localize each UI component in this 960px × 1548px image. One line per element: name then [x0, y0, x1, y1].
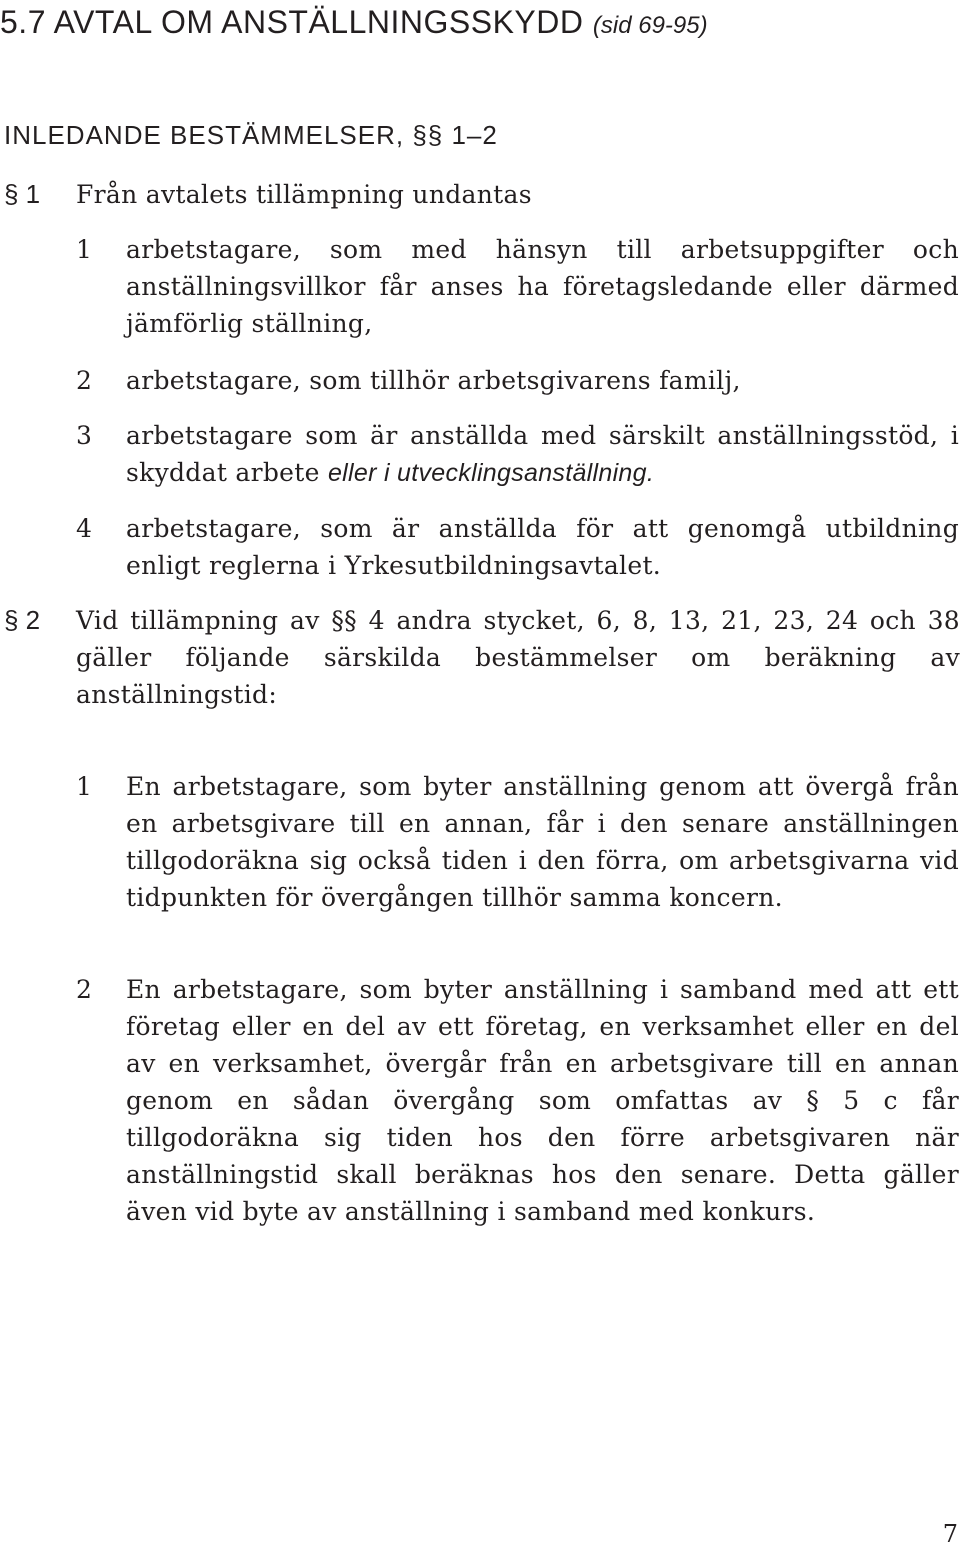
list-item-text: arbetstagare, som tillhör arbetsgivarens familj, [126, 366, 741, 395]
list-item-text: arbetstagare, som med hänsyn till arbetsuppgifter och anställningsvillkor får anses ha företagsledande eller därmed jämförlig ställning, [126, 235, 959, 338]
list-item-text-main: arbetstagare som är anställda med särskilt anställningsstöd, i skyddat arbete [126, 421, 959, 487]
section-title-text: 5.7 AVTAL OM ANSTÄLLNINGSSKYDD [0, 4, 584, 40]
list-item-text: En arbetstagare, som byter anställning i samband med att ett företag eller en del av ett företag, en verksamhet eller en del av en verksamhet, övergår från en arbetsgivare till en annan genom en sådan övergång som omfattas av § 5 c får tillgodoräkna sig tiden hos den förre arbetsgivaren när anställningstid skall beräknas hos den senare. Detta gäller även vid byte av anställning i samband med konkurs. [126, 975, 959, 1226]
page-number: 7 [942, 1520, 958, 1548]
list-item-number: 3 [76, 421, 92, 450]
list-item-number: 2 [76, 366, 92, 395]
list-item-text: En arbetstagare, som byter anställning genom att övergå från en arbetsgivare till en annan, får i den senare anställningen tillgodoräkna sig också tiden i den förra, om arbetsgivarna vid tidpunkten för övergången tillhör samma koncern. [126, 772, 959, 912]
paragraph-1-intro: Från avtalets tillämpning undantas [76, 180, 532, 209]
section-heading: INLEDANDE BESTÄMMELSER, §§ 1–2 [4, 120, 498, 150]
list-item-number: 2 [76, 975, 92, 1004]
paragraph-marker-1: § 1 [4, 179, 41, 209]
paragraph-2-intro: Vid tillämpning av §§ 4 andra stycket, 6, 8, 13, 21, 23, 24 och 38 gäller följande särskilda bestämmelser om beräkning av anställningstid: [76, 606, 960, 709]
section-page-range: (sid 69-95) [592, 12, 708, 39]
list-item-text [126, 417, 959, 492]
list-item-text: arbetstagare, som är anställda för att genomgå utbildning enligt reglerna i Yrkesutbildningsavtalet. [126, 514, 959, 580]
list-item-number: 1 [76, 235, 92, 264]
paragraph-marker-2: § 2 [4, 605, 41, 635]
list-item-number: 1 [76, 772, 92, 801]
list-item-text-italic: eller i utvecklingsanställning. [327, 459, 655, 487]
section-title [0, 3, 960, 45]
list-item-number: 4 [76, 514, 92, 543]
